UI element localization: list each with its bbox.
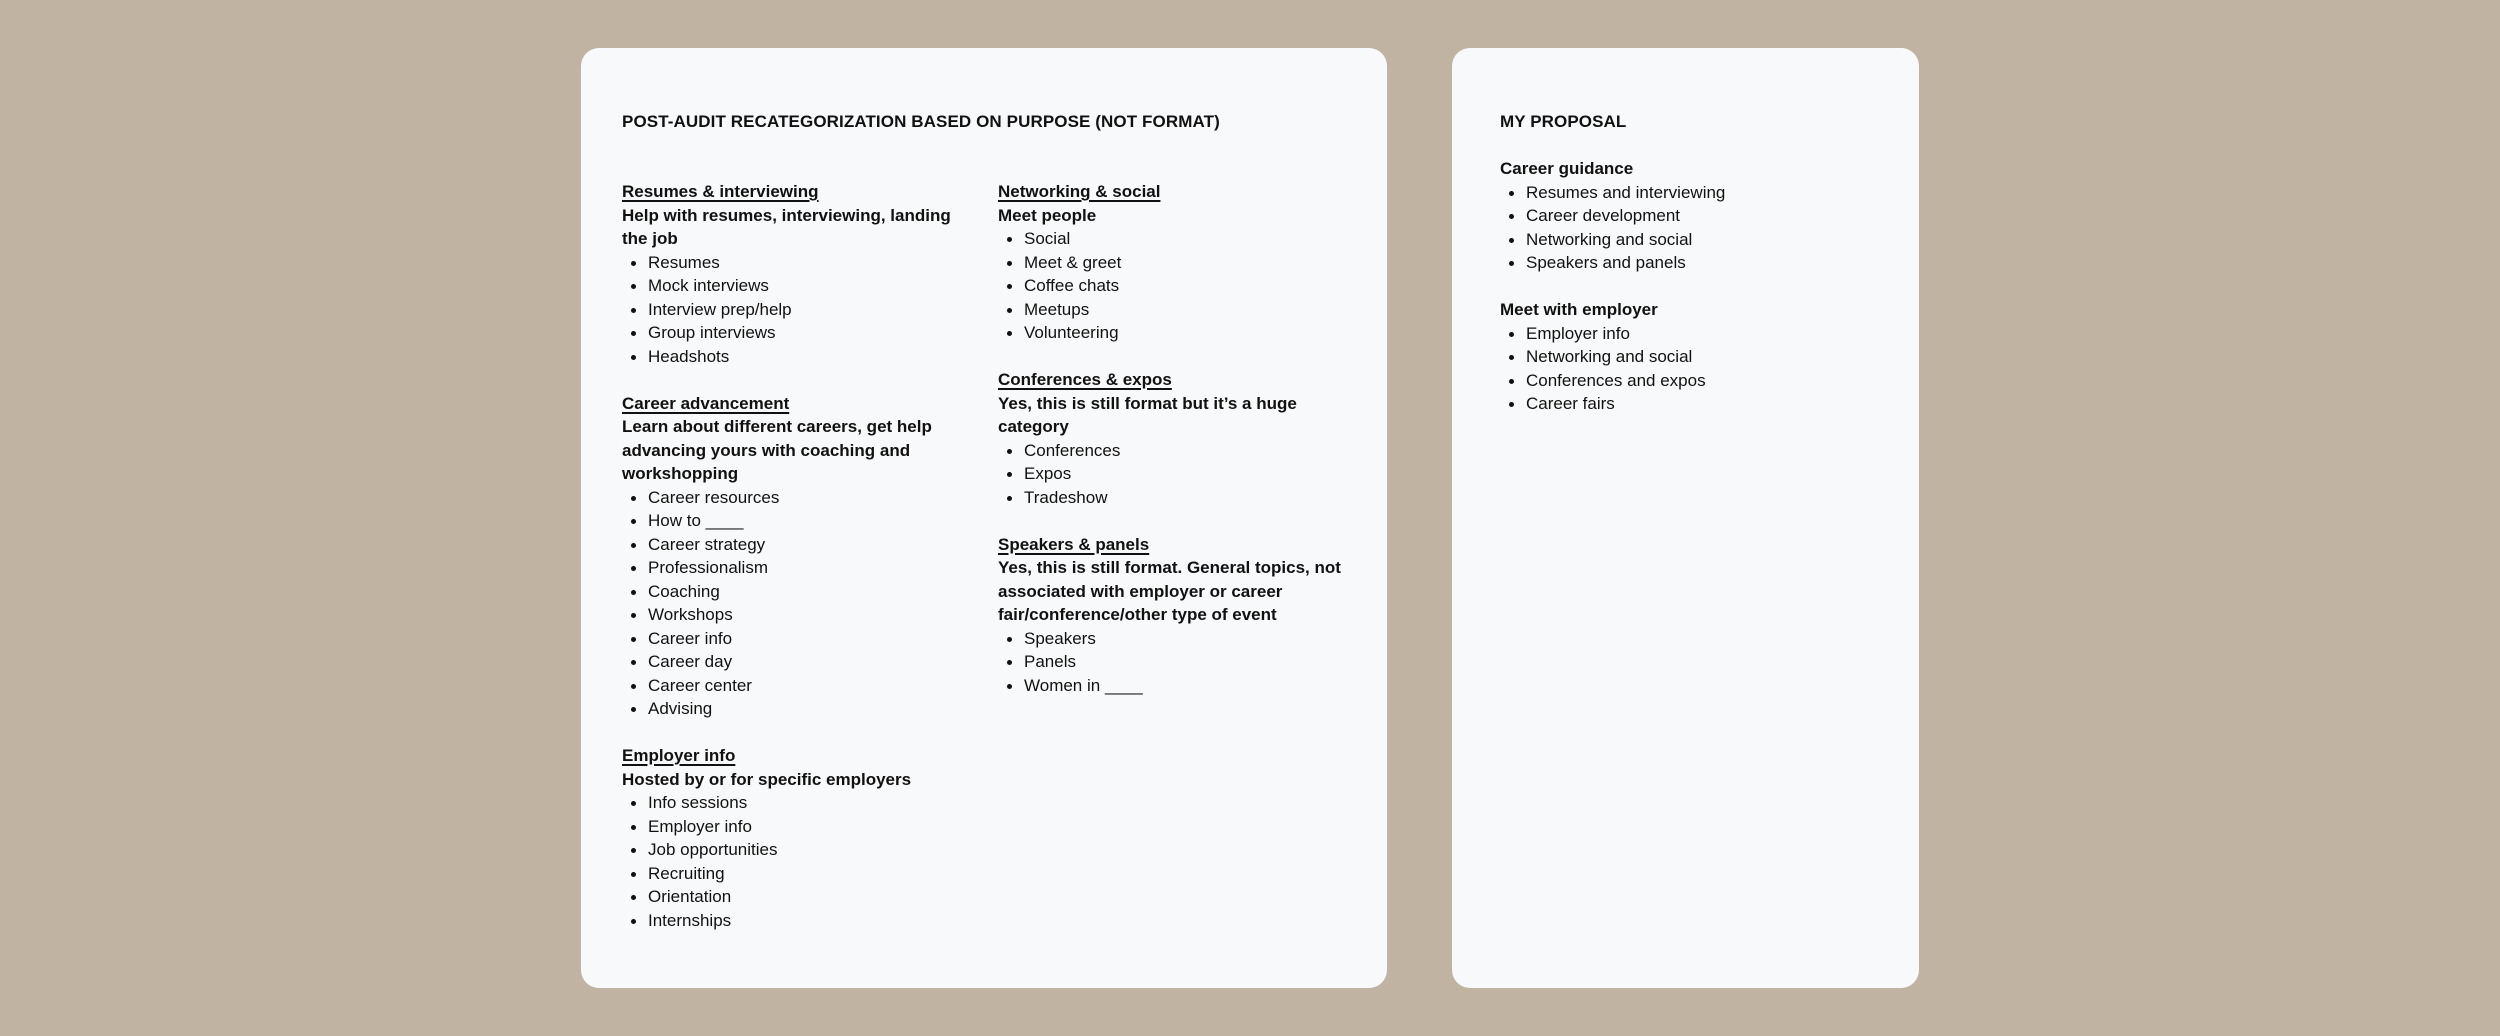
- list-item: Career resources: [648, 486, 962, 510]
- category-list: [998, 627, 1358, 698]
- card-title: MY PROPOSAL: [1500, 112, 1627, 131]
- list-item: Coaching: [648, 580, 962, 604]
- list-item: Interview prep/help: [648, 298, 962, 322]
- category-title: Conferences & expos: [998, 370, 1172, 389]
- recategorization-card: [581, 48, 1387, 988]
- list-item: Networking and social: [1526, 345, 1900, 369]
- list-item: Resumes: [648, 251, 962, 275]
- proposal-list: [1500, 322, 1900, 416]
- list-item: Info sessions: [648, 791, 962, 815]
- list-item: Social: [1024, 227, 1358, 251]
- list-item: Internships: [648, 909, 962, 933]
- proposal-column: [1500, 157, 1900, 439]
- proposal-heading: Career guidance: [1500, 159, 1634, 178]
- category-list: [622, 486, 962, 721]
- category-section: [622, 392, 962, 721]
- list-item: Conferences: [1024, 439, 1358, 463]
- list-item: Career development: [1526, 204, 1900, 228]
- category-list: [622, 251, 962, 369]
- list-item: Professionalism: [648, 556, 962, 580]
- category-section: [998, 368, 1358, 509]
- list-item: Speakers and panels: [1526, 251, 1900, 275]
- list-item: Career strategy: [648, 533, 962, 557]
- category-description: Yes, this is still format but it’s a huge category: [998, 393, 1297, 436]
- proposal-card: [1452, 48, 1919, 988]
- category-list: [622, 791, 962, 932]
- category-section: [998, 533, 1358, 698]
- category-section: [622, 180, 962, 368]
- category-section: [622, 744, 962, 932]
- list-item: Conferences and expos: [1526, 369, 1900, 393]
- category-title: Employer info: [622, 746, 736, 765]
- category-section: [998, 180, 1358, 345]
- list-item: Advising: [648, 697, 962, 721]
- category-list: [998, 439, 1358, 510]
- list-item: Meetups: [1024, 298, 1358, 322]
- list-item: Networking and social: [1526, 228, 1900, 252]
- category-column-1: [622, 180, 962, 956]
- category-description: Learn about different careers, get help advancing yours with coaching and workshopping: [622, 417, 932, 483]
- list-item: Tradeshow: [1024, 486, 1358, 510]
- category-title: Resumes & interviewing: [622, 182, 819, 201]
- category-description: Meet people: [998, 205, 1097, 225]
- list-item: Speakers: [1024, 627, 1358, 651]
- category-list: [998, 227, 1358, 345]
- list-item: Career day: [648, 650, 962, 674]
- list-item: Workshops: [648, 603, 962, 627]
- list-item: Coffee chats: [1024, 274, 1358, 298]
- list-item: Expos: [1024, 462, 1358, 486]
- list-item: Career fairs: [1526, 392, 1900, 416]
- list-item: Group interviews: [648, 321, 962, 345]
- proposal-group: [1500, 157, 1900, 275]
- category-description: Yes, this is still format. General topics, not associated with employer or career fair/conference/other type of event: [998, 558, 1341, 624]
- category-title: Networking & social: [998, 182, 1161, 201]
- proposal-list: [1500, 181, 1900, 275]
- list-item: Meet & greet: [1024, 251, 1358, 275]
- list-item: Recruiting: [648, 862, 962, 886]
- list-item: Mock interviews: [648, 274, 962, 298]
- list-item: Women in ____: [1024, 674, 1358, 698]
- list-item: How to ____: [648, 509, 962, 533]
- list-item: Orientation: [648, 885, 962, 909]
- card-title: POST-AUDIT RECATEGORIZATION BASED ON PURPOSE (NOT FORMAT): [622, 112, 1220, 131]
- list-item: Employer info: [648, 815, 962, 839]
- list-item: Employer info: [1526, 322, 1900, 346]
- category-description: Help with resumes, interviewing, landing the job: [622, 205, 951, 248]
- list-item: Headshots: [648, 345, 962, 369]
- list-item: Career center: [648, 674, 962, 698]
- list-item: Resumes and interviewing: [1526, 181, 1900, 205]
- category-title: Career advancement: [622, 393, 790, 413]
- proposal-heading: Meet with employer: [1500, 300, 1658, 319]
- list-item: Career info: [648, 627, 962, 651]
- category-description: Hosted by or for specific employers: [622, 769, 912, 789]
- list-item: Job opportunities: [648, 838, 962, 862]
- list-item: Volunteering: [1024, 321, 1358, 345]
- proposal-group: [1500, 298, 1900, 416]
- category-title: Speakers & panels: [998, 534, 1150, 554]
- category-column-2: [998, 180, 1358, 721]
- list-item: Panels: [1024, 650, 1358, 674]
